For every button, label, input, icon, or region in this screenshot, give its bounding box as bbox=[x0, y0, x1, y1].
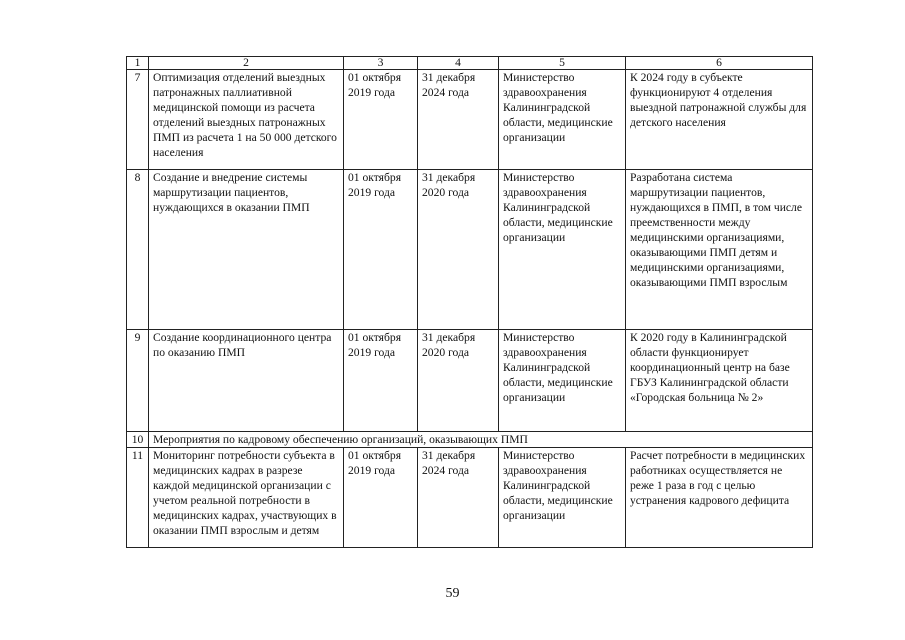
action-plan-table bbox=[126, 56, 813, 548]
row-number: 10 bbox=[127, 432, 149, 448]
row-number: 9 bbox=[127, 330, 149, 432]
header-cell: 2 bbox=[149, 57, 344, 70]
row-number: 11 bbox=[127, 448, 149, 548]
start-date-cell: 01 октября 2019 года bbox=[344, 448, 418, 548]
action-cell: Создание координационного центра по оказанию ПМП bbox=[149, 330, 344, 432]
action-cell: Оптимизация отделений выездных патронажных паллиативной медицинской помощи из расчета отделений выездных патронажных ПМП из расчета 1 на 50 000 детского населения bbox=[149, 70, 344, 170]
end-date-cell: 31 декабря 2024 года bbox=[418, 70, 499, 170]
table-header-row bbox=[127, 57, 813, 70]
result-cell: К 2020 году в Калининградской области функционирует координационный центр на базе ГБУЗ Калининградской области «Городская больница № 2» bbox=[626, 330, 813, 432]
table-row bbox=[127, 70, 813, 170]
result-cell: К 2024 году в субъекте функционируют 4 отделения выездной патронажной службы для детского населения bbox=[626, 70, 813, 170]
row-number: 7 bbox=[127, 70, 149, 170]
row-number: 8 bbox=[127, 170, 149, 330]
executor-cell: Министерство здравоохранения Калининградской области, медицинские организации bbox=[499, 448, 626, 548]
start-date-cell: 01 октября 2019 года bbox=[344, 330, 418, 432]
header-cell: 1 bbox=[127, 57, 149, 70]
section-title: Мероприятия по кадровому обеспечению организаций, оказывающих ПМП bbox=[149, 432, 813, 448]
section-row bbox=[127, 432, 813, 448]
executor-cell: Министерство здравоохранения Калининградской области, медицинские организации bbox=[499, 330, 626, 432]
action-cell: Мониторинг потребности субъекта в медицинских кадрах в разрезе каждой медицинской организации с учетом реальной потребности в медицинских кадрах, участвующих в оказании ПМП взрослым и детям bbox=[149, 448, 344, 548]
table-row bbox=[127, 170, 813, 330]
result-cell: Расчет потребности в медицинских работниках осуществляется не реже 1 раза в год с целью устранения кадрового дефицита bbox=[626, 448, 813, 548]
header-cell: 3 bbox=[344, 57, 418, 70]
start-date-cell: 01 октября 2019 года bbox=[344, 170, 418, 330]
action-cell: Создание и внедрение системы маршрутизации пациентов, нуждающихся в оказании ПМП bbox=[149, 170, 344, 330]
end-date-cell: 31 декабря 2024 года bbox=[418, 448, 499, 548]
header-cell: 5 bbox=[499, 57, 626, 70]
executor-cell: Министерство здравоохранения Калининградской области, медицинские организации bbox=[499, 170, 626, 330]
end-date-cell: 31 декабря 2020 года bbox=[418, 330, 499, 432]
page-number: 59 bbox=[445, 586, 460, 601]
table-row bbox=[127, 448, 813, 548]
start-date-cell: 01 октября 2019 года bbox=[344, 70, 418, 170]
header-cell: 4 bbox=[418, 57, 499, 70]
end-date-cell: 31 декабря 2020 года bbox=[418, 170, 499, 330]
executor-cell: Министерство здравоохранения Калининградской области, медицинские организации bbox=[499, 70, 626, 170]
table-row bbox=[127, 330, 813, 432]
header-cell: 6 bbox=[626, 57, 813, 70]
result-cell: Разработана система маршрутизации пациентов, нуждающихся в ПМП, в том числе преемственности между медицинскими организациями, оказывающими ПМП детям и медицинскими организациями, оказывающими ПМП взрослым bbox=[626, 170, 813, 330]
